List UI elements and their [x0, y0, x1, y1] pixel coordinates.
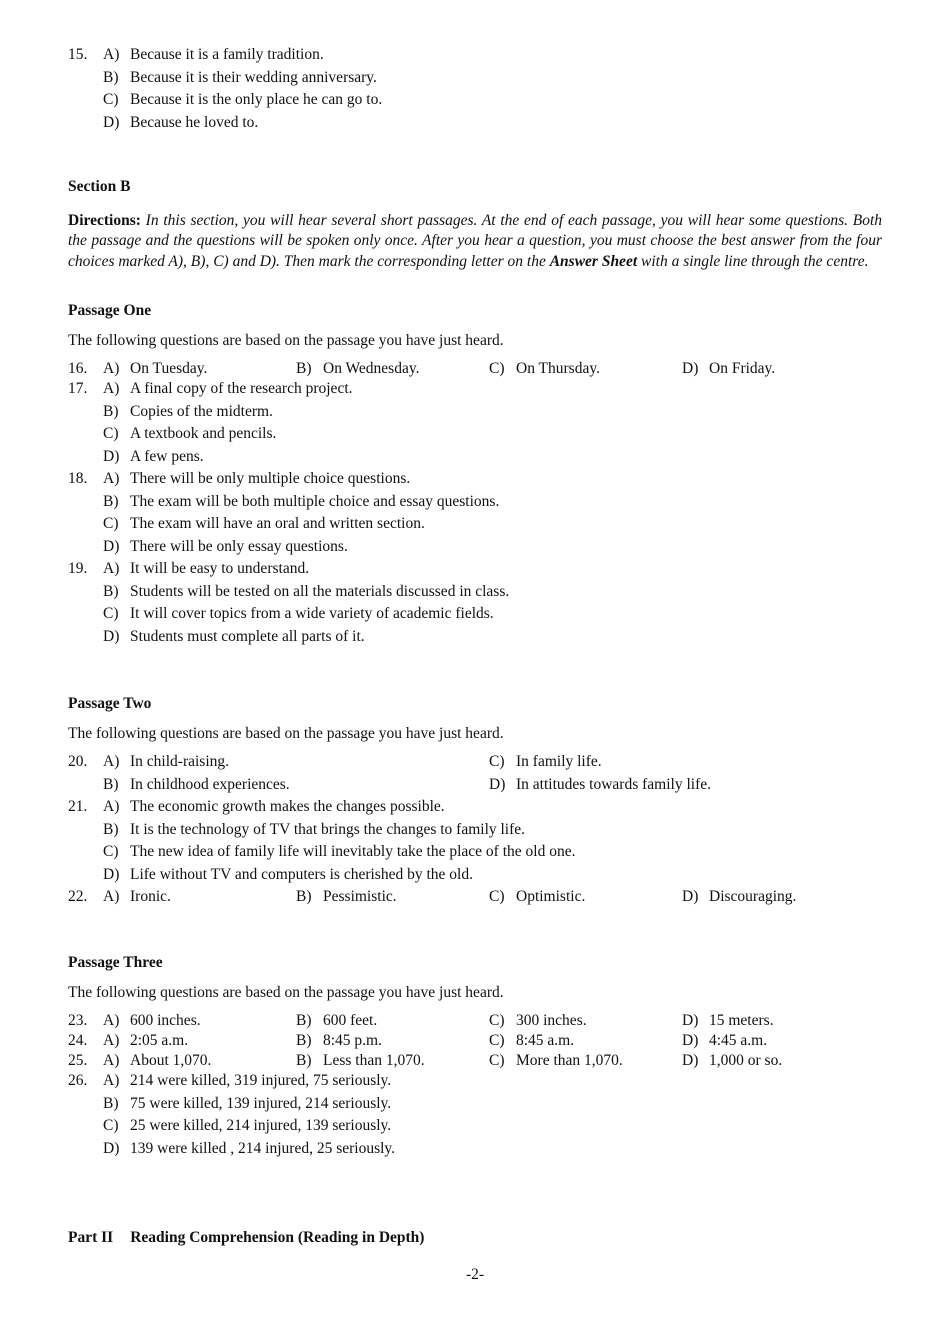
option-text: Discouraging.: [709, 888, 797, 905]
question-number: 24.: [68, 1032, 88, 1049]
option-text: The new idea of family life will inevitably take the place of the old one.: [130, 843, 576, 860]
option-text: A few pens.: [130, 447, 204, 465]
question-18-option-b: [68, 491, 882, 513]
option-text: It is the technology of TV that brings the changes to family life.: [130, 820, 526, 838]
option-text: There will be only essay questions.: [130, 537, 348, 555]
option-letter: D): [682, 360, 699, 377]
question-22: [68, 886, 882, 908]
option-text: Ironic.: [130, 888, 171, 905]
option-text: 8:45 p.m.: [323, 1032, 382, 1049]
question-19-option-d: [68, 626, 882, 648]
question-23: [68, 1010, 882, 1032]
question-26-option-d: [68, 1138, 882, 1160]
option-letter: B): [296, 888, 312, 905]
directions-text-end: with a single line through the centre.: [641, 252, 869, 270]
option-letter: D): [103, 627, 120, 645]
option-text: 300 inches.: [516, 1012, 587, 1029]
section-b-heading: Section B: [68, 178, 131, 195]
question-number: 21.: [68, 798, 88, 815]
option-text: 8:45 a.m.: [516, 1032, 575, 1049]
directions-text: In this section, you will hear several short passages. At the end of each passage, you will hear some questions. Both the passage and the questions will be spoken only once. After you hear a question, you must choose the best answer from the four choices marked A), B), C) and D). Then mark the corresponding letter on the: [68, 212, 883, 270]
option-text: Students must complete all parts of it.: [130, 627, 365, 645]
question-17-option-b: [68, 401, 882, 423]
option-letter: C): [103, 1117, 119, 1134]
question-26-option-a: [68, 1070, 882, 1092]
option-text: 15 meters.: [709, 1012, 774, 1029]
directions-label: Directions:: [68, 212, 141, 229]
option-text: 214 were killed, 319 injured, 75 seriously.: [130, 1072, 392, 1089]
option-letter: D): [682, 1032, 699, 1049]
passage-two-intro: The following questions are based on the passage you have just heard.: [68, 725, 504, 742]
option-letter: A): [103, 1072, 120, 1089]
option-text: Less than 1,070.: [323, 1052, 425, 1069]
option-letter: C): [489, 888, 505, 905]
option-letter: C): [489, 360, 505, 377]
question-20-row-1: [68, 751, 882, 773]
question-15-option-c: [68, 89, 882, 111]
question-21-option-b: [68, 819, 882, 841]
option-text: On Friday.: [709, 360, 776, 377]
option-letter: D): [682, 1012, 699, 1029]
option-text: About 1,070.: [130, 1052, 212, 1069]
option-text: 600 feet.: [323, 1012, 378, 1029]
question-21-option-a: [68, 796, 882, 818]
option-letter: C): [489, 1012, 505, 1029]
option-letter: B): [296, 1052, 312, 1069]
question-15-option-d: [68, 112, 882, 134]
option-text: 75 were killed, 139 injured, 214 seriously.: [130, 1094, 392, 1112]
option-text: Copies of the midterm.: [130, 402, 273, 420]
option-letter: C): [103, 515, 119, 532]
question-number: 15.: [68, 46, 88, 63]
question-19-option-c: [68, 603, 882, 625]
option-letter: B): [103, 402, 119, 420]
option-letter: A): [103, 560, 120, 577]
option-letter: A): [103, 46, 120, 63]
question-number: 18.: [68, 470, 88, 487]
option-text: 139 were killed , 214 injured, 25 seriously.: [130, 1139, 396, 1157]
option-text: 25 were killed, 214 injured, 139 seriously.: [130, 1117, 392, 1134]
question-17-option-a: [68, 378, 882, 400]
option-text: Students will be tested on all the materials discussed in class.: [130, 582, 510, 600]
question-21-option-c: [68, 841, 882, 863]
option-letter: B): [103, 68, 119, 86]
question-25: [68, 1050, 882, 1072]
option-text: The exam will have an oral and written section.: [130, 515, 425, 532]
question-19-option-a: [68, 558, 882, 580]
option-text: The exam will be both multiple choice and essay questions.: [130, 492, 500, 510]
question-24: [68, 1030, 882, 1052]
question-15-option-a: [68, 44, 882, 66]
option-letter: C): [489, 753, 505, 770]
passage-two-heading: Passage Two: [68, 695, 152, 712]
option-letter: D): [103, 537, 120, 555]
question-16: [68, 358, 882, 380]
option-letter: D): [103, 113, 120, 131]
answer-sheet-label: Answer Sheet: [549, 252, 638, 270]
option-letter: A): [103, 470, 120, 487]
option-letter: B): [296, 1032, 312, 1049]
question-18-option-c: [68, 513, 882, 535]
question-number: 20.: [68, 753, 88, 770]
option-letter: B): [103, 775, 119, 793]
option-text: In child-raising.: [130, 753, 230, 770]
question-18-option-a: [68, 468, 882, 490]
page-number: -2-: [465, 1266, 485, 1283]
question-number: 16.: [68, 360, 88, 377]
option-letter: C): [489, 1052, 505, 1069]
option-letter: A): [103, 888, 120, 905]
option-text: On Thursday.: [516, 360, 600, 377]
option-letter: B): [103, 820, 119, 838]
option-text: 2:05 a.m.: [130, 1032, 189, 1049]
option-letter: B): [296, 360, 312, 377]
option-text: Pessimistic.: [323, 888, 397, 905]
option-letter: A): [103, 1012, 120, 1029]
option-letter: D): [103, 865, 120, 883]
option-letter: A): [103, 360, 120, 377]
question-number: 26.: [68, 1072, 88, 1089]
section-b-directions: [68, 211, 882, 272]
question-21-option-d: [68, 864, 882, 886]
question-number: 17.: [68, 380, 88, 397]
option-letter: C): [103, 425, 119, 442]
option-letter: C): [103, 605, 119, 622]
option-letter: C): [103, 843, 119, 860]
option-text: A final copy of the research project.: [130, 380, 353, 397]
option-letter: B): [103, 492, 119, 510]
option-letter: D): [682, 888, 699, 905]
option-text: In childhood experiences.: [130, 775, 290, 793]
question-18-option-d: [68, 536, 882, 558]
passage-three-heading: Passage Three: [68, 954, 163, 971]
option-text: Because it is a family tradition.: [130, 46, 324, 63]
option-text: Optimistic.: [516, 888, 586, 905]
question-26-option-b: [68, 1093, 882, 1115]
option-letter: D): [103, 1139, 120, 1157]
part-ii-heading: [68, 1227, 882, 1249]
option-letter: B): [296, 1012, 312, 1029]
option-text: The economic growth makes the changes possible.: [130, 798, 445, 815]
option-letter: C): [489, 1032, 505, 1049]
option-text: In attitudes towards family life.: [516, 775, 711, 793]
option-letter: C): [103, 91, 119, 108]
option-letter: A): [103, 380, 120, 397]
option-letter: D): [103, 447, 120, 465]
option-text: It will be easy to understand.: [130, 560, 310, 577]
question-15-option-b: [68, 67, 882, 89]
question-19-option-b: [68, 581, 882, 603]
question-number: 19.: [68, 560, 88, 577]
option-letter: A): [103, 798, 120, 815]
question-number: 22.: [68, 888, 88, 905]
option-text: 1,000 or so.: [709, 1052, 783, 1069]
option-letter: A): [103, 753, 120, 770]
part-ii-title: Reading Comprehension (Reading in Depth): [130, 1229, 425, 1246]
question-number: 25.: [68, 1052, 88, 1069]
question-17-option-d: [68, 446, 882, 468]
option-text: On Tuesday.: [130, 360, 208, 377]
option-letter: D): [489, 775, 506, 793]
question-26-option-c: [68, 1115, 882, 1137]
option-text: More than 1,070.: [516, 1052, 623, 1069]
question-number: 23.: [68, 1012, 88, 1029]
option-letter: D): [682, 1052, 699, 1069]
option-text: A textbook and pencils.: [130, 425, 277, 442]
passage-one-intro: The following questions are based on the passage you have just heard.: [68, 332, 504, 349]
passage-three-intro: The following questions are based on the passage you have just heard.: [68, 984, 504, 1001]
option-text: There will be only multiple choice questions.: [130, 470, 411, 487]
option-text: On Wednesday.: [323, 360, 420, 377]
option-letter: B): [103, 1094, 119, 1112]
option-text: Because he loved to.: [130, 113, 259, 131]
option-text: Because it is their wedding anniversary.: [130, 68, 377, 86]
option-letter: B): [103, 582, 119, 600]
option-text: 600 inches.: [130, 1012, 201, 1029]
option-text: It will cover topics from a wide variety of academic fields.: [130, 605, 494, 622]
passage-one-heading: Passage One: [68, 302, 152, 319]
option-text: In family life.: [516, 753, 602, 770]
option-text: Because it is the only place he can go to.: [130, 91, 383, 108]
part-ii-label: Part II: [68, 1229, 114, 1246]
option-text: Life without TV and computers is cherished by the old.: [130, 865, 473, 883]
question-17-option-c: [68, 423, 882, 445]
question-20-row-2: [68, 774, 882, 796]
option-text: 4:45 a.m.: [709, 1032, 768, 1049]
option-letter: A): [103, 1052, 120, 1069]
option-letter: A): [103, 1032, 120, 1049]
